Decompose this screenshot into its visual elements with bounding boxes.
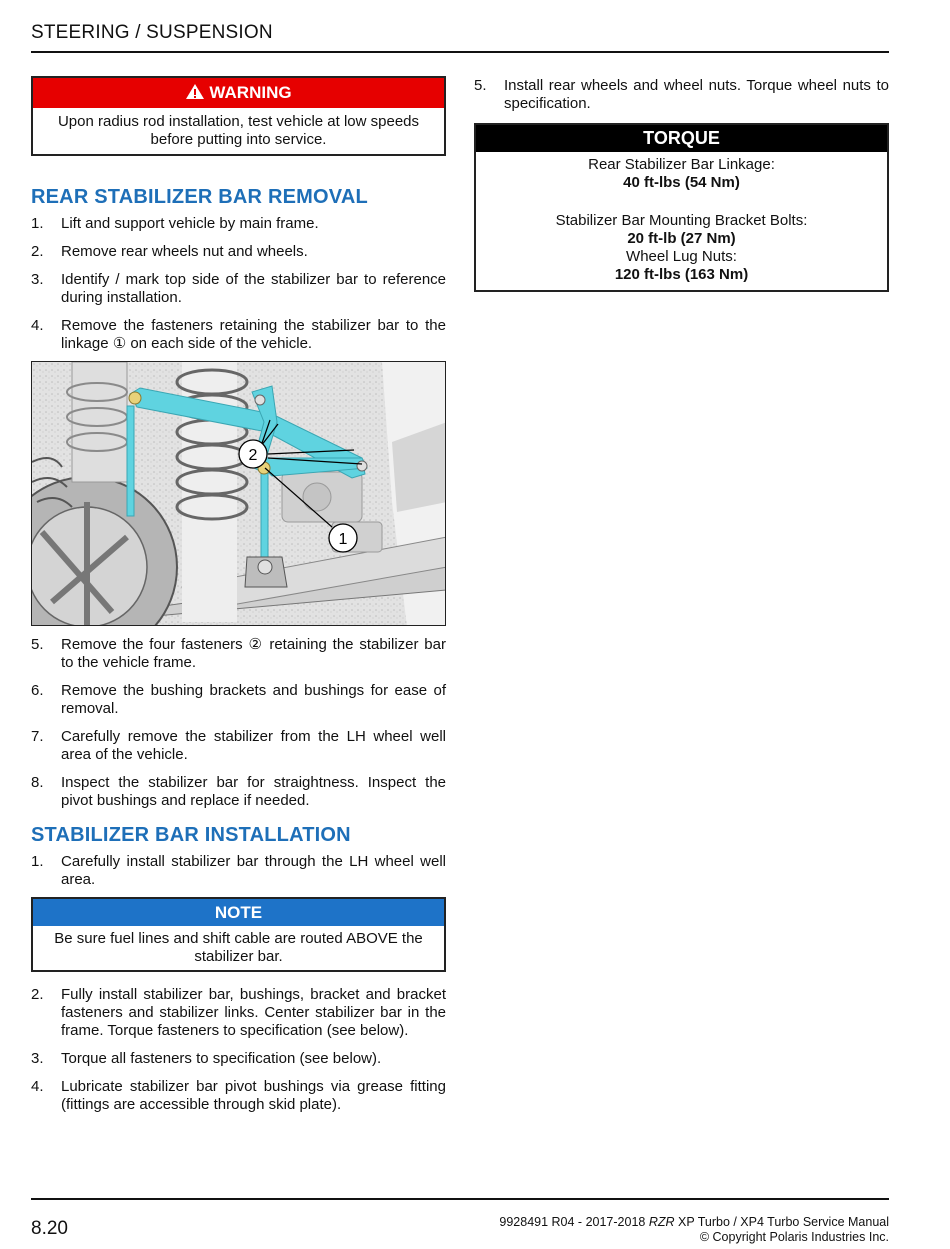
- step-number: 2.: [31, 243, 44, 260]
- installation-heading: STABILIZER BAR INSTALLATION: [31, 824, 351, 846]
- step-item: [31, 986, 446, 1040]
- step-text: Lift and support vehicle by main frame.: [61, 215, 319, 232]
- footer-manual-model: RZR: [648, 1215, 675, 1229]
- stabilizer-bar-photo: [32, 362, 446, 626]
- step-item: [31, 1050, 446, 1068]
- step-number: 8.: [31, 774, 44, 791]
- note-header: NOTE: [33, 899, 444, 926]
- step-number: 4.: [31, 317, 44, 334]
- right-column: [474, 77, 889, 292]
- step-number: 5.: [31, 636, 44, 653]
- stabilizer-bar-figure: [31, 361, 446, 626]
- step-text: Carefully install stabilizer bar through the LH wheel well area.: [61, 853, 446, 888]
- footer-copyright: © Copyright Polaris Industries Inc.: [699, 1230, 889, 1244]
- footer-manual-title: [499, 1215, 889, 1230]
- installation-steps-list-b: [31, 986, 446, 1114]
- page-header-title: STEERING / SUSPENSION: [31, 22, 273, 43]
- step-number: 5.: [474, 77, 487, 94]
- footer-manual-prefix: 9928491 R04 - 2017-2018: [499, 1215, 649, 1229]
- step-text: Inspect the stabilizer bar for straightness. Inspect the pivot bushings and replace if needed.: [61, 774, 446, 809]
- callout-1-label: 1: [338, 531, 348, 548]
- step-item: [31, 317, 446, 353]
- step-text: Carefully remove the stabilizer from the LH wheel well area of the vehicle.: [61, 728, 446, 763]
- step-number: 2.: [31, 986, 44, 1003]
- step-text: Remove the fasteners retaining the stabilizer bar to the linkage ① on each side of the vehicle.: [61, 317, 446, 352]
- torque-linkage-label: Rear Stabilizer Bar Linkage:: [588, 156, 775, 173]
- step-text: Fully install stabilizer bar, bushings, bracket and bracket fasteners and stabilizer links. Center stabilizer bar in the frame. Torque fasteners to specification (see below).: [61, 986, 446, 1039]
- step-number: 4.: [31, 1078, 44, 1095]
- warning-label: WARNING: [209, 83, 292, 102]
- callout-2-label: 2: [248, 447, 258, 464]
- step-item: [31, 1078, 446, 1114]
- step-number: 3.: [31, 271, 44, 288]
- torque-box: [474, 123, 889, 292]
- step-number: 6.: [31, 682, 44, 699]
- step-item: [31, 853, 446, 889]
- step-number: 3.: [31, 1050, 44, 1067]
- step-item: [31, 215, 446, 233]
- note-box: [31, 897, 446, 972]
- step-item: [31, 774, 446, 810]
- step-item: [31, 243, 446, 261]
- torque-bracket-label: Stabilizer Bar Mounting Bracket Bolts:: [555, 212, 808, 229]
- step-item: [31, 271, 446, 307]
- warning-text: Upon radius rod installation, test vehicle at low speeds before putting into service.: [57, 113, 420, 148]
- header-divider: [31, 51, 889, 53]
- step-text: Install rear wheels and wheel nuts. Torque wheel nuts to specification.: [504, 77, 889, 112]
- footer-manual-suffix: XP Turbo / XP4 Turbo Service Manual: [674, 1215, 889, 1229]
- torque-body: [476, 152, 887, 290]
- torque-linkage-value: 40 ft-lbs (54 Nm): [623, 174, 740, 191]
- step-number: 1.: [31, 215, 44, 232]
- step-number: 1.: [31, 853, 44, 870]
- installation-steps-list-c: [474, 77, 889, 113]
- left-column: [31, 76, 446, 1124]
- step-text: Torque all fasteners to specification (see below).: [61, 1050, 382, 1067]
- step-text: Remove rear wheels nut and wheels.: [61, 243, 308, 260]
- step-text: Remove the four fasteners ② retaining the stabilizer bar to the vehicle frame.: [61, 636, 446, 671]
- step-text: Remove the bushing brackets and bushings for ease of removal.: [61, 682, 446, 717]
- step-item: [31, 682, 446, 718]
- removal-steps-list-a: [31, 215, 446, 353]
- step-number: 7.: [31, 728, 44, 745]
- step-item: [31, 636, 446, 672]
- page-number: 8.20: [31, 1218, 68, 1239]
- footer-divider: [31, 1198, 889, 1200]
- step-item: [31, 728, 446, 764]
- footer-manual-info: [499, 1215, 889, 1245]
- note-text: Be sure fuel lines and shift cable are routed ABOVE the stabilizer bar.: [54, 930, 423, 965]
- torque-lug-label: Wheel Lug Nuts:: [626, 248, 737, 265]
- warning-box: [31, 76, 446, 156]
- step-text: Identify / mark top side of the stabilizer bar to reference during installation.: [61, 271, 446, 306]
- step-text: Lubricate stabilizer bar pivot bushings via grease fitting (fittings are accessible through skid plate).: [61, 1078, 446, 1113]
- removal-heading: REAR STABILIZER BAR REMOVAL: [31, 186, 368, 208]
- removal-steps-list-b: [31, 636, 446, 810]
- installation-steps-list-a: [31, 853, 446, 889]
- torque-bracket-value: 20 ft-lb (27 Nm): [627, 230, 736, 247]
- torque-lug-value: 120 ft-lbs (163 Nm): [614, 266, 749, 283]
- step-item: [474, 77, 889, 113]
- warning-header: [33, 78, 444, 108]
- warning-triangle-icon: [185, 83, 205, 100]
- torque-header: TORQUE: [476, 125, 887, 152]
